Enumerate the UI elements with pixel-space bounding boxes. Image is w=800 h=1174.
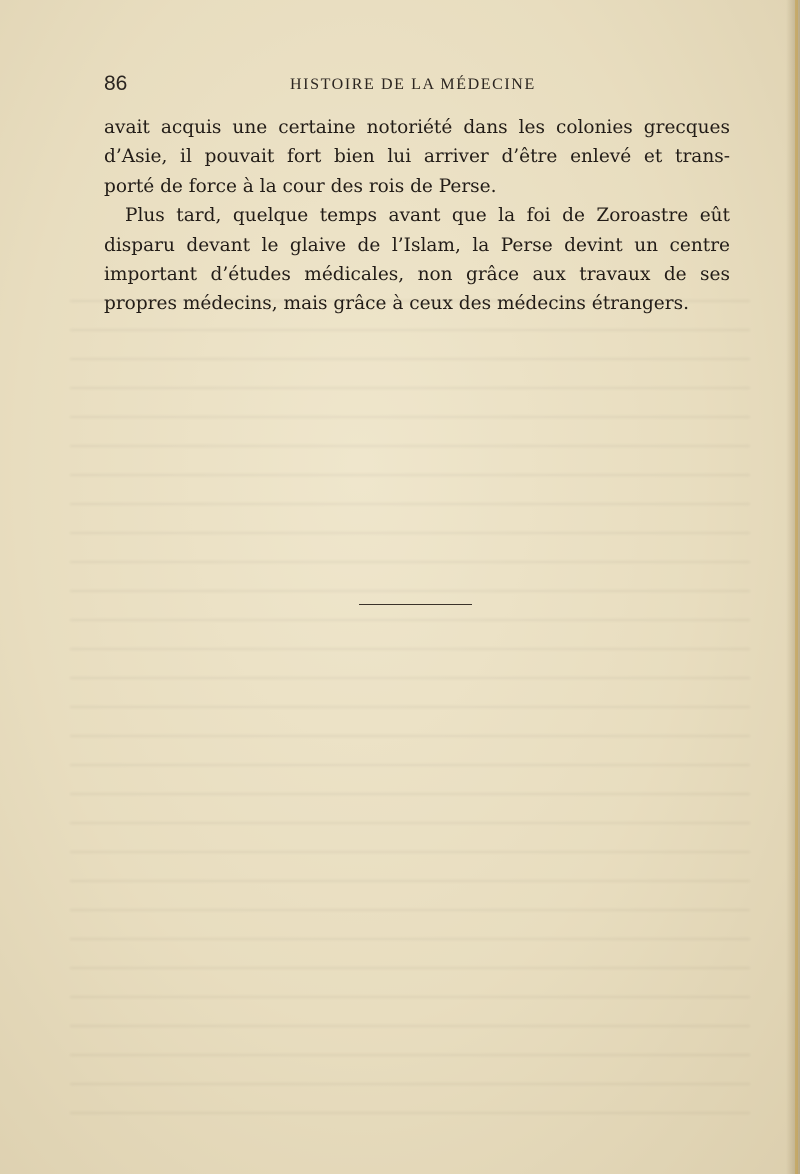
text-line: Plus tard, quelque temps avant que la foi de Zoroastre eût — [125, 205, 730, 227]
text-line: important d’études médicales, non grâce aux travaux de ses — [104, 264, 730, 286]
page-header — [104, 72, 724, 102]
text-line: porté de force à la cour des rois de Perse. — [104, 175, 497, 197]
page-edge — [795, 0, 798, 1174]
section-end-rule — [359, 604, 472, 605]
body-text — [104, 113, 730, 319]
text-line: propres médecins, mais grâce à ceux des médecins étrangers. — [104, 293, 689, 315]
show-through-texture — [70, 300, 750, 1120]
running-head: HISTOIRE DE LA MÉDECINE — [290, 76, 536, 93]
page-number: 86 — [104, 72, 128, 95]
text-line: disparu devant le glaive de l’Islam, la Perse devint un centre — [104, 234, 730, 256]
paragraph-1 — [104, 113, 730, 201]
text-line: avait acquis une certaine notoriété dans les colonies grecques — [104, 117, 730, 138]
paragraph-2 — [104, 201, 730, 319]
text-line: d’Asie, il pouvait fort bien lui arriver d’être enlevé et trans- — [104, 146, 730, 168]
